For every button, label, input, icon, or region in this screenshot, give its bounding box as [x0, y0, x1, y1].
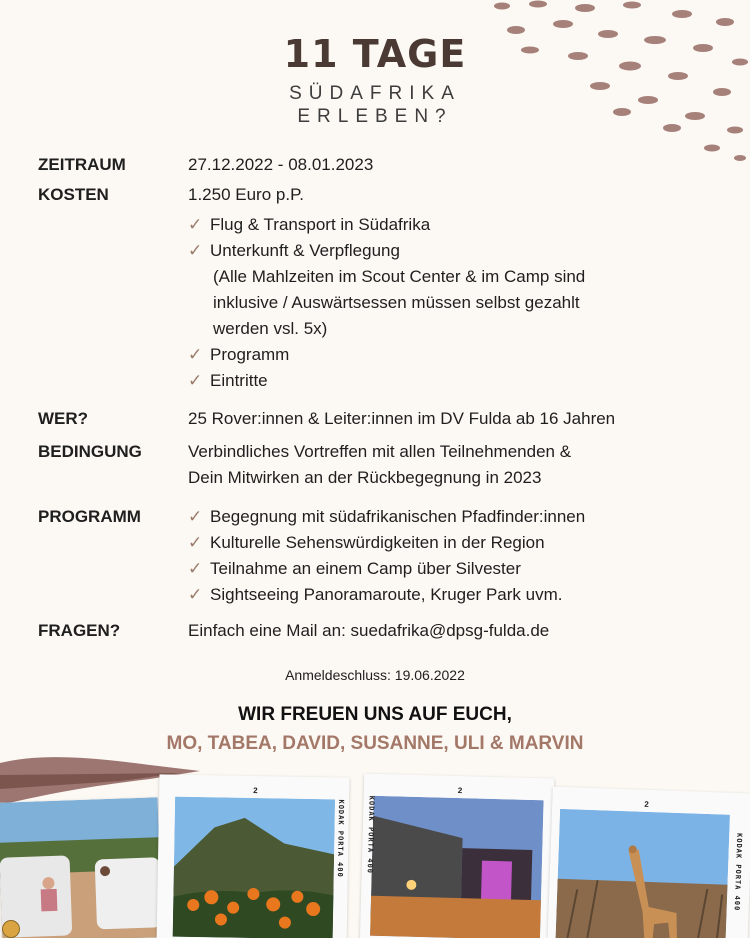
value-zeitraum: 27.12.2022 - 08.01.2023 — [188, 155, 374, 174]
closing-names: MO, TABEA, DAVID, SUSANNE, ULI & MARVIN — [166, 733, 584, 754]
list-item: ✓ Flug & Transport in Südafrika — [188, 212, 718, 238]
closing-line-1: WIR FREUEN UNS AUF EUCH, — [238, 704, 512, 725]
check-icon: ✓ — [188, 241, 203, 260]
list-item: ✓ Eintritte — [188, 368, 718, 394]
value-fragen: Einfach eine Mail an: suedafrika@dpsg-fulda.de — [188, 621, 550, 640]
kosten-note-2: inklusive / Auswärtsessen müssen selbst gezahlt — [213, 293, 580, 312]
check-icon: ✓ — [188, 215, 203, 234]
label-zeitraum: ZEITRAUM — [38, 155, 126, 174]
deadline-text: Anmeldeschluss: 19.06.2022 — [285, 667, 465, 683]
value-kosten: 1.250 Euro p.P. — [188, 185, 304, 204]
film-label: KODAK PORTA 400 — [335, 799, 346, 878]
frame-number: 2 — [644, 799, 649, 809]
check-icon: ✓ — [188, 371, 203, 390]
check-icon: ✓ — [188, 559, 203, 578]
list-item: ✓ Unterkunft & Verpflegung — [188, 238, 718, 264]
label-kosten: KOSTEN — [38, 185, 109, 204]
title-main: 11 TAGE — [283, 32, 467, 76]
frame-number: 2 — [253, 785, 258, 796]
list-item: ✓ Kulturelle Sehenswürdigkeiten in der Region — [188, 530, 718, 556]
check-icon: ✓ — [188, 345, 203, 364]
list-item: ✓ Programm — [188, 342, 718, 368]
check-icon: ✓ — [188, 585, 203, 604]
photo-strip — [0, 770, 750, 938]
film-label: KODAK PORTA 400 — [365, 795, 376, 875]
kosten-note-3: werden vsl. 5x) — [213, 319, 328, 338]
photo-giraffe — [547, 787, 750, 938]
frame-number: 2 — [457, 785, 463, 796]
film-label: KODAK PORTA 400 — [732, 832, 744, 912]
bedingung-line-2: Dein Mitwirken an der Rückbegegnung in 2023 — [188, 468, 542, 487]
badge-icon — [2, 920, 20, 938]
list-item: ✓ Sightseeing Panoramaroute, Kruger Park uvm. — [188, 582, 718, 608]
label-bedingung: BEDINGUNG — [38, 442, 142, 461]
photo-building — [360, 774, 554, 938]
list-item: ✓ Teilnahme an einem Camp über Silvester — [188, 556, 718, 582]
value-wer: 25 Rover:innen & Leiter:innen im DV Fulda ab 16 Jahren — [188, 409, 616, 428]
bedingung-line-1: Verbindliches Vortreffen mit allen Teilnehmenden & — [188, 442, 572, 461]
page-title — [0, 32, 750, 128]
check-icon: ✓ — [188, 507, 203, 526]
label-fragen: FRAGEN? — [38, 621, 121, 640]
kosten-note-1: (Alle Mahlzeiten im Scout Center & im Camp sind — [213, 267, 586, 286]
list-item: ✓ Begegnung mit südafrikanischen Pfadfinder:innen — [188, 504, 718, 530]
photo-mountain — [157, 774, 350, 938]
label-programm: PROGRAMM — [38, 507, 141, 526]
photo-van — [0, 797, 162, 938]
label-wer: WER? — [38, 409, 89, 428]
title-line-2: ERLEBEN? — [297, 106, 453, 127]
check-icon: ✓ — [188, 533, 203, 552]
title-line-1: SÜDAFRIKA — [289, 83, 461, 104]
